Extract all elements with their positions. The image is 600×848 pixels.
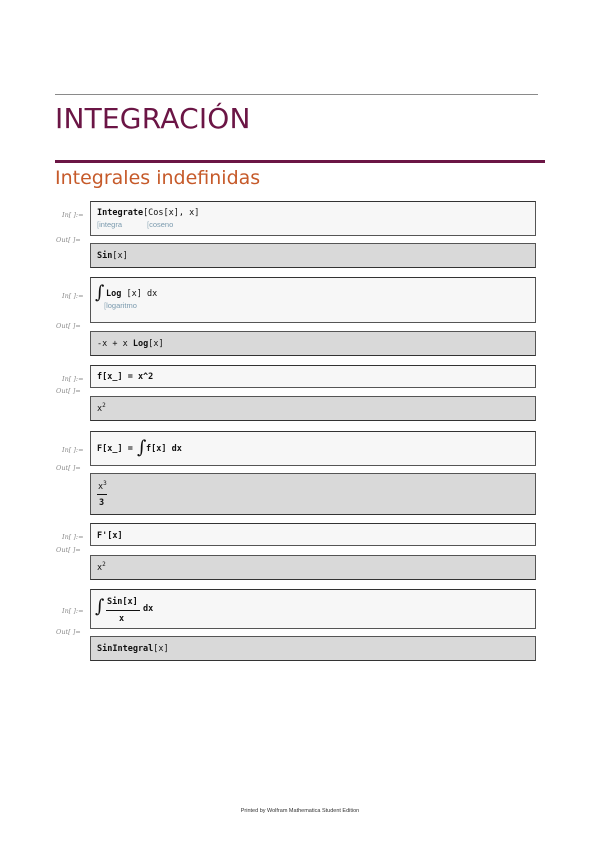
input-label: In[ ]:= <box>62 292 84 300</box>
output-text: -x + x Log[x] <box>97 339 164 349</box>
output-text: $x^2$ <box>97 402 106 414</box>
output-label: Out[ ]= <box>56 387 81 395</box>
input-integrand[interactable]: f[x] dx <box>146 444 182 454</box>
fraction-denominator: 3 <box>99 498 105 508</box>
input-code[interactable]: Log [x] dx <box>106 289 158 299</box>
output-cell <box>90 473 536 515</box>
input-cell[interactable] <box>90 523 536 546</box>
input-code[interactable]: F'[x] <box>97 531 123 541</box>
input-code[interactable]: Integrate[Cos[x], x] <box>97 208 200 218</box>
input-cell[interactable] <box>90 277 536 323</box>
output-text: Sin[x] <box>97 251 128 261</box>
input-cell[interactable] <box>90 201 536 236</box>
autocomplete-hint: [integra <box>97 220 123 229</box>
fraction-bar <box>97 494 107 495</box>
output-label: Out[ ]= <box>56 546 81 554</box>
fraction-bar <box>106 610 140 611</box>
integral-sign: ∫ <box>137 437 147 458</box>
section-subtitle: Integrales indefinidas <box>55 167 261 189</box>
input-label: In[ ]:= <box>62 607 84 615</box>
input-label: In[ ]:= <box>62 446 84 454</box>
fraction-numerator: $x^3$ <box>98 480 107 492</box>
output-cell <box>90 243 536 268</box>
title-underline <box>55 160 545 163</box>
input-label: In[ ]:= <box>62 533 84 541</box>
top-divider <box>55 94 538 95</box>
input-code[interactable]: F[x_] = <box>97 444 133 454</box>
input-label: In[ ]:= <box>62 375 84 383</box>
integral-sign: ∫ <box>95 282 105 303</box>
footer-note: Printed by Wolfram Mathematica Student Edition <box>240 808 360 814</box>
autocomplete-hint: [logaritmo <box>104 301 137 310</box>
output-label: Out[ ]= <box>56 236 81 244</box>
input-code[interactable]: f[x_] = x^2 <box>97 372 154 382</box>
input-label: In[ ]:= <box>62 211 84 219</box>
autocomplete-hint: [coseno <box>147 220 174 229</box>
fraction-denominator[interactable]: x <box>119 614 125 624</box>
output-label: Out[ ]= <box>56 322 81 330</box>
output-text: $x^2$ <box>97 561 106 573</box>
input-cell[interactable] <box>90 365 536 388</box>
input-cell[interactable] <box>90 589 536 629</box>
output-label: Out[ ]= <box>56 464 81 472</box>
output-cell <box>90 396 536 421</box>
output-cell <box>90 555 536 580</box>
output-label: Out[ ]= <box>56 628 81 636</box>
output-text: SinIntegral[x] <box>97 644 169 654</box>
integral-sign: ∫ <box>95 596 105 617</box>
differential[interactable]: dx <box>143 604 154 614</box>
fraction-numerator[interactable]: Sin[x] <box>107 597 138 607</box>
document-title: INTEGRACIÓN <box>55 102 251 135</box>
